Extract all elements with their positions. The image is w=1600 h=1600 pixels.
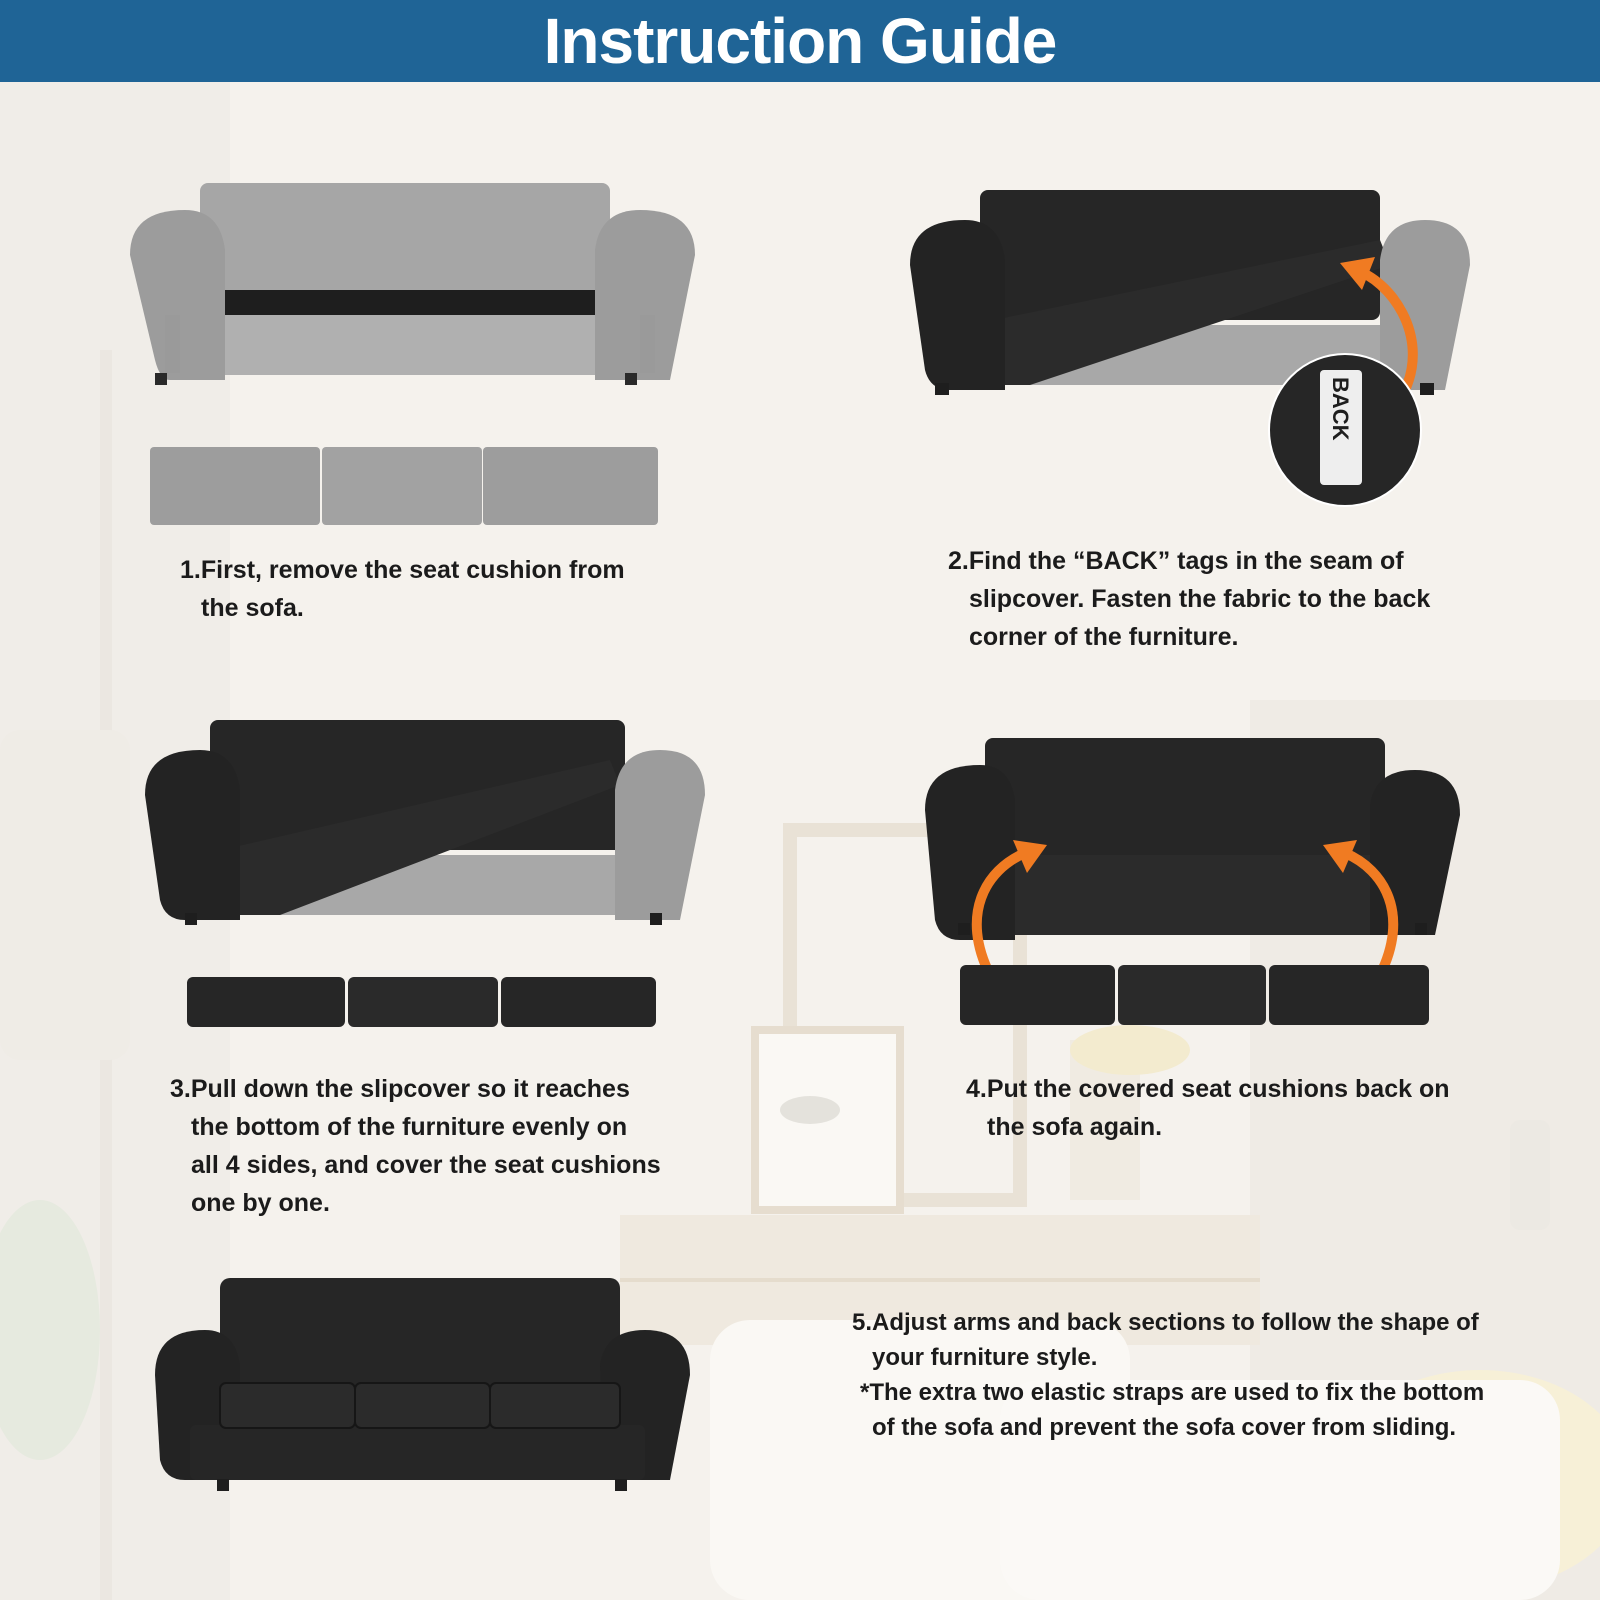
step-3-line-4: one by one. xyxy=(191,1189,330,1217)
back-tag-label: BACK xyxy=(1328,377,1353,441)
page-title: Instruction Guide xyxy=(543,5,1057,77)
step-3-line-1: 3.Pull down the slipcover so it reaches xyxy=(170,1075,630,1103)
header-banner xyxy=(0,0,1600,82)
step-1-illustration xyxy=(125,175,695,535)
step-4-line-2: the sofa again. xyxy=(987,1113,1163,1141)
step-3-illustration xyxy=(140,715,710,1030)
step-5-line-2: your furniture style. xyxy=(872,1344,1098,1371)
step-2-line-1: 2.Find the “BACK” tags in the seam of xyxy=(948,547,1404,575)
step-1-line-2: the sofa. xyxy=(201,594,304,622)
step-5-text xyxy=(852,1305,1484,1445)
step-5-line-1: 5.Adjust arms and back sections to follow the shape of xyxy=(852,1309,1479,1336)
step-3-text xyxy=(170,1070,661,1222)
step-1-line-1: 1.First, remove the seat cushion from xyxy=(180,556,625,584)
step-2-illustration xyxy=(910,185,1470,520)
step-5-line-3: *The extra two elastic straps are used to fix the bottom xyxy=(860,1379,1485,1406)
step-2-line-2: slipcover. Fasten the fabric to the back xyxy=(969,585,1431,613)
step-3-line-2: the bottom of the furniture evenly on xyxy=(191,1113,628,1141)
step-1-text xyxy=(180,551,625,627)
step-4-text xyxy=(966,1070,1449,1146)
step-2-text xyxy=(948,542,1430,656)
step-2-line-3: corner of the furniture. xyxy=(969,623,1239,651)
step-4-line-1: 4.Put the covered seat cushions back on xyxy=(966,1075,1450,1103)
step-5-line-4: of the sofa and prevent the sofa cover from sliding. xyxy=(872,1414,1457,1441)
step-5-illustration xyxy=(155,1275,690,1495)
step-3-line-3: all 4 sides, and cover the seat cushions xyxy=(191,1151,661,1179)
step-4-illustration xyxy=(925,735,1475,1030)
